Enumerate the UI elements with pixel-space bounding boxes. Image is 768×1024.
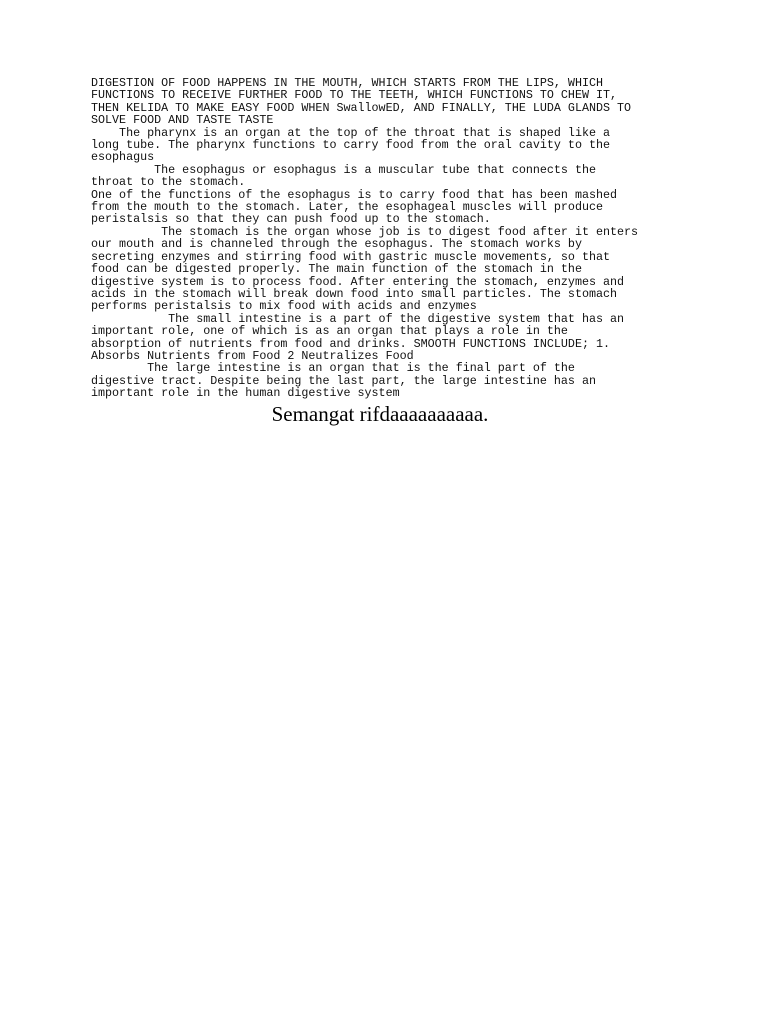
text-line: absorption of nutrients from food and drinks. SMOOTH FUNCTIONS INCLUDE; 1. — [91, 336, 611, 351]
text-line: throat to the stomach. — [91, 175, 246, 190]
text-line: our mouth and is channeled through the esophagus. The stomach works by — [91, 237, 582, 252]
text-line: The large intestine is an organ that is the final part of the — [91, 361, 575, 376]
text-line: SOLVE FOOD AND TASTE TASTE — [91, 113, 274, 128]
text-line: Absorbs Nutrients from Food 2 Neutralizes Food — [91, 348, 414, 363]
text-line: esophagus — [91, 150, 155, 165]
text-line: long tube. The pharynx functions to carry food from the oral cavity to the — [91, 138, 611, 153]
text-line: digestive tract. Despite being the last part, the large intestine has an — [91, 373, 596, 388]
text-line: The stomach is the organ whose job is to digest food after it enters — [91, 224, 639, 239]
text-line: important role in the human digestive system — [91, 386, 400, 401]
text-line: food can be digested properly. The main function of the stomach in the — [91, 262, 582, 277]
text-line: The pharynx is an organ at the top of the throat that is shaped like a — [91, 125, 611, 140]
text-line: DIGESTION OF FOOD HAPPENS IN THE MOUTH, WHICH STARTS FROM THE LIPS, WHICH — [91, 76, 603, 90]
text-line: acids in the stomach will break down food into small particles. The stomach — [91, 286, 618, 301]
text-line: The esophagus or esophagus is a muscular tube that connects the — [91, 162, 596, 177]
text-line: from the mouth to the stomach. Later, the esophageal muscles will produce — [91, 200, 603, 215]
text-line: important role, one of which is as an organ that plays a role in the — [91, 324, 568, 339]
text-line: THEN KELIDA TO MAKE EASY FOOD WHEN SwallowED, AND FINALLY, THE LUDA GLANDS TO — [91, 100, 632, 115]
text-line: peristalsis so that they can push food up to the stomach. — [91, 212, 491, 227]
text-line: The small intestine is a part of the digestive system that has an — [91, 311, 625, 326]
text-line: One of the functions of the esophagus is to carry food that has been mashed — [91, 187, 618, 202]
text-line: secreting enzymes and stirring food with gastric muscle movements, so that — [91, 249, 611, 264]
text-line: performs peristalsis to mix food with acids and enzymes — [91, 299, 477, 314]
closing-note: Semangat rifdaaaaaaaaaa. — [271, 402, 489, 426]
document-body — [91, 77, 691, 400]
text-line: FUNCTIONS TO RECEIVE FURTHER FOOD TO THE TEETH, WHICH FUNCTIONS TO CHEW IT, — [91, 88, 618, 103]
text-line: digestive system is to process food. After entering the stomach, enzymes and — [91, 274, 625, 289]
